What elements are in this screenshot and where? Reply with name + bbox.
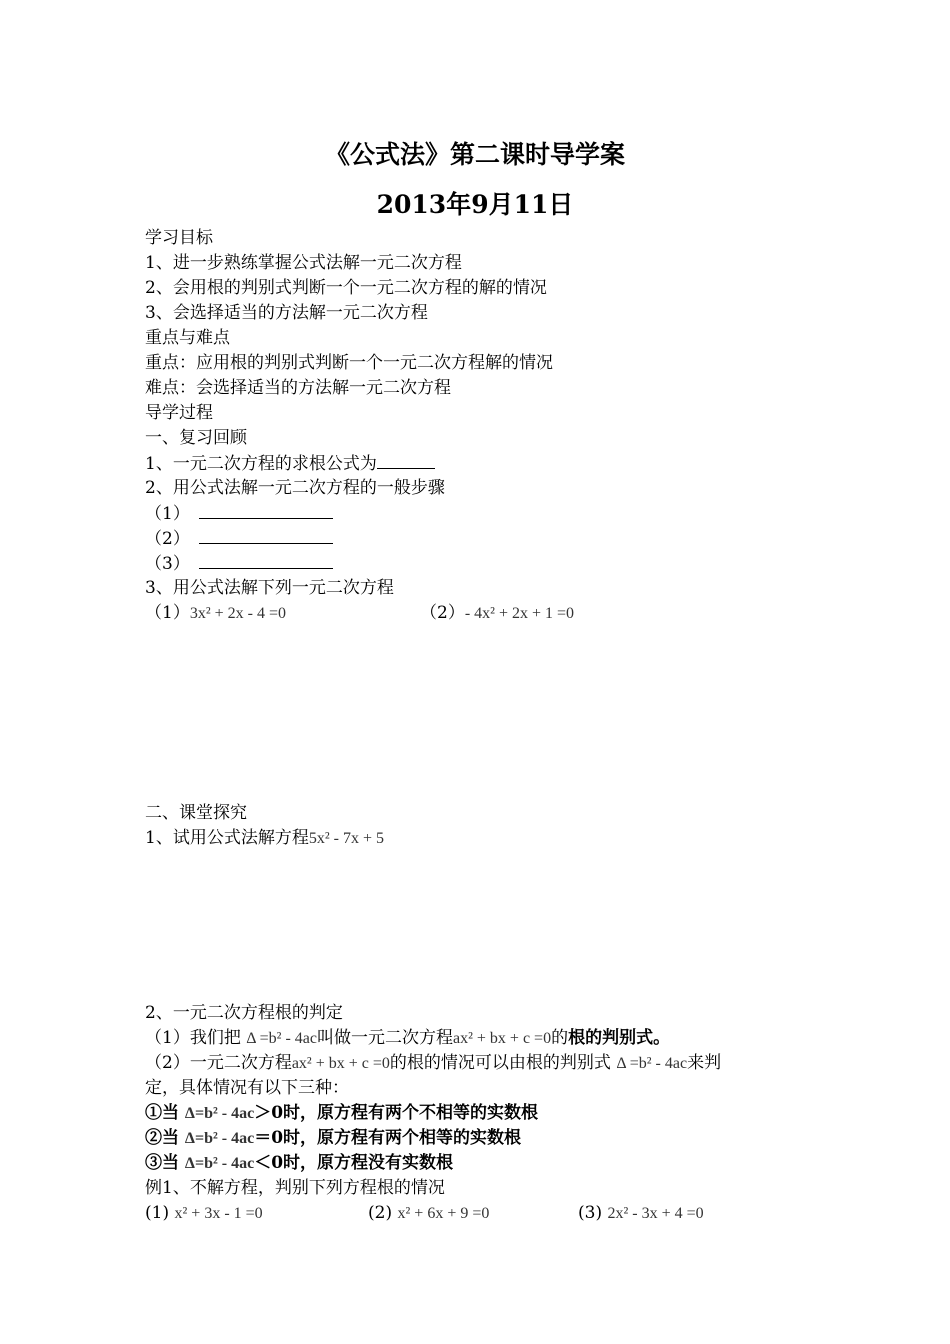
objectives-heading: 学习目标 <box>145 228 213 248</box>
review-heading: 一、复习回顾 <box>145 428 247 448</box>
equation-label: （1） <box>145 603 190 623</box>
text: 的根的情况可以由根的判别式 <box>389 1053 611 1073</box>
case-text: ＞0时，原方程有两个不相等的实数根 <box>254 1103 539 1123</box>
step-label: （3） <box>145 554 190 574</box>
discriminant-usage <box>145 1052 721 1075</box>
text: （2）一元二次方程 <box>145 1053 292 1073</box>
example-equation <box>145 1202 263 1225</box>
equation: ax² + bx + c =0 <box>453 1030 552 1047</box>
equation: - 4x² + 2x + 1 =0 <box>464 605 575 622</box>
step-line <box>145 502 333 525</box>
discriminant-definition <box>145 1027 670 1050</box>
objective-item: 1、进一步熟练掌握公式法解一元二次方程 <box>145 253 462 273</box>
discriminant-formula: Δ=b² - 4ac <box>184 1105 255 1122</box>
text: 的 <box>551 1028 569 1048</box>
discriminant-formula: Δ =b² - 4ac <box>246 1030 317 1047</box>
case-mark: ①当 <box>145 1103 179 1123</box>
answer-blank[interactable] <box>199 552 333 569</box>
equation-label: (3) <box>578 1203 603 1223</box>
text: 叫做一元二次方程 <box>317 1028 453 1048</box>
case-mark: ③当 <box>145 1153 179 1173</box>
answer-blank[interactable] <box>377 452 435 469</box>
process-heading: 导学过程 <box>145 403 213 423</box>
example-equation <box>578 1202 704 1225</box>
case-row <box>145 1127 521 1150</box>
objective-item: 2、会用根的判别式判断一个一元二次方程的解的情况 <box>145 278 547 298</box>
answer-blank[interactable] <box>199 527 333 544</box>
explore-heading: 二、课堂探究 <box>145 803 247 823</box>
review-question-1 <box>145 452 435 475</box>
focus-text: 重点：应用根的判别式判断一个一元二次方程解的情况 <box>145 353 553 373</box>
discriminant-formula: Δ =b² - 4ac <box>616 1055 688 1072</box>
review-question-2: 2、用公式法解一元二次方程的一般步骤 <box>145 478 445 498</box>
objective-item: 3、会选择适当的方法解一元二次方程 <box>145 303 428 323</box>
example-equation <box>368 1202 489 1225</box>
equation: x² + 6x + 9 =0 <box>397 1205 490 1222</box>
explore-question-1 <box>145 827 384 850</box>
discriminant-formula: Δ=b² - 4ac <box>184 1130 255 1147</box>
equation-label: (2) <box>368 1203 393 1223</box>
step-label: （1） <box>145 504 190 524</box>
review-equation-row <box>420 602 574 625</box>
case-text: ＜0时，原方程没有实数根 <box>254 1153 454 1173</box>
document-title: 《公式法》第二课时导学案 <box>324 140 625 169</box>
review-question-3: 3、用公式法解下列一元二次方程 <box>145 578 394 598</box>
example-heading: 例1、不解方程，判别下列方程根的情况 <box>145 1178 445 1198</box>
step-line <box>145 527 333 550</box>
equation: ax² + bx + c =0 <box>291 1055 390 1072</box>
case-row <box>145 1102 538 1125</box>
case-mark: ②当 <box>145 1128 179 1148</box>
question-text: 1、一元二次方程的求根公式为 <box>145 454 377 474</box>
question-text: 1、试用公式法解方程 <box>145 828 309 848</box>
equation: x² + 3x - 1 =0 <box>174 1205 263 1222</box>
text: 来判 <box>687 1053 722 1073</box>
discriminant-formula: Δ=b² - 4ac <box>184 1155 255 1172</box>
discriminant-usage-cont: 定，具体情况有以下三种： <box>145 1078 349 1098</box>
case-text: ＝0时，原方程有两个相等的实数根 <box>254 1128 522 1148</box>
explore-question-2: 2、一元二次方程根的判定 <box>145 1003 343 1023</box>
bold-term: 根的判别式。 <box>568 1028 671 1048</box>
step-line <box>145 552 333 575</box>
review-equation-row <box>145 602 286 625</box>
equation: 5x² - 7x + 5 <box>308 830 384 847</box>
difficulty-text: 难点：会选择适当的方法解一元二次方程 <box>145 378 451 398</box>
key-points-heading: 重点与难点 <box>145 328 230 348</box>
step-label: （2） <box>145 529 190 549</box>
equation-label: (1) <box>145 1203 170 1223</box>
equation: 3x² + 2x - 4 =0 <box>189 605 286 622</box>
text: （1）我们把 <box>145 1028 241 1048</box>
answer-blank[interactable] <box>199 502 333 519</box>
equation: 2x² - 3x + 4 =0 <box>607 1205 704 1222</box>
document-date: 2013年9月11日 <box>376 190 574 219</box>
equation-label: （2） <box>420 603 465 623</box>
case-row <box>145 1152 453 1175</box>
